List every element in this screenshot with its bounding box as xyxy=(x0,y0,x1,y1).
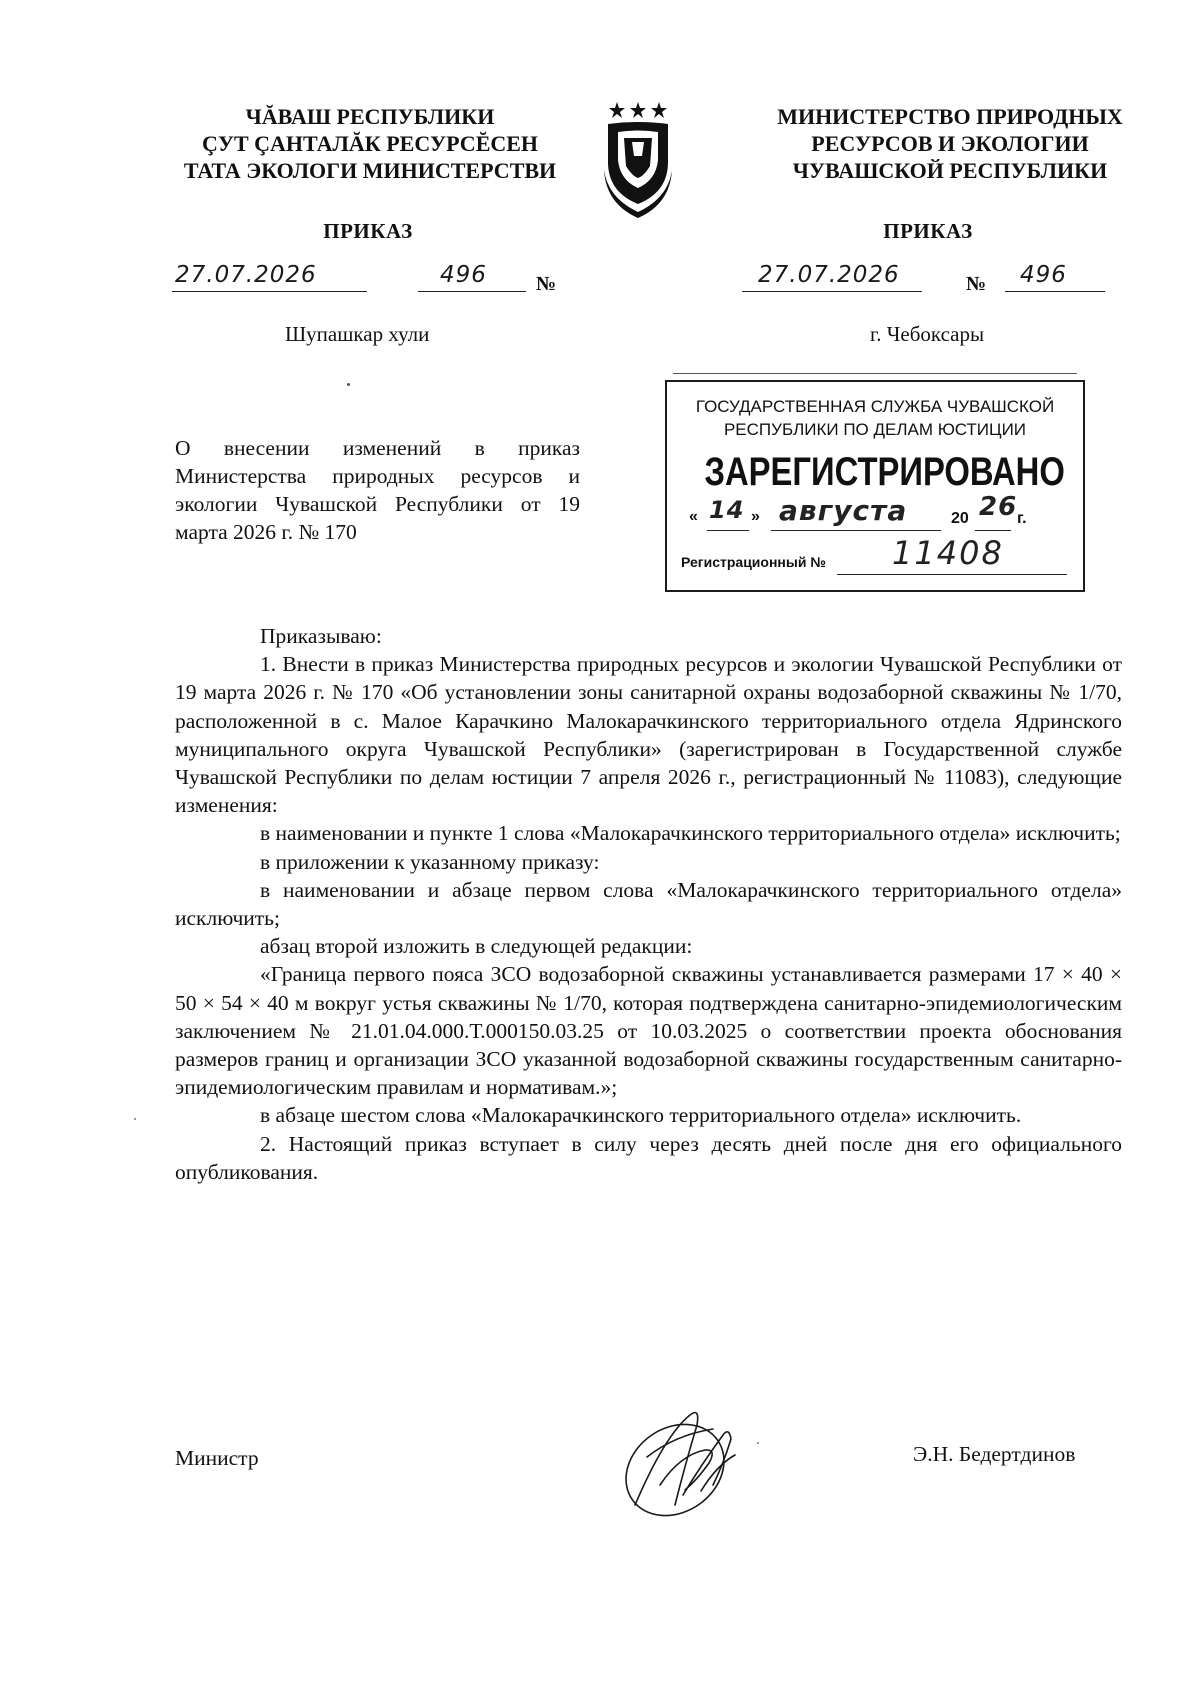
body-paragraph: 2. Настоящий приказ вступает в силу через десять дней после дня его официального опубликования. xyxy=(175,1131,1122,1184)
scan-speck xyxy=(134,1118,136,1120)
order-date-left: 27.07.2026 xyxy=(175,262,317,288)
order-number-right: 496 xyxy=(1020,262,1067,288)
order-body xyxy=(175,622,1122,1186)
order-heading-chuvash: ПРИКАЗ xyxy=(323,219,413,243)
stamp-year-unit: г. xyxy=(1017,510,1027,527)
stamp-day-underline xyxy=(707,530,749,531)
stamp-day: 14 xyxy=(709,496,745,524)
body-paragraph: «Граница первого пояса ЗСО водозаборной скважины устанавливается размерами 17 × 40 × 50 × 54 × 40 м вокруг устья скважины № 1/70, которая подтверждена санитарно-эпидемиологическим заключением № 21.01.04.000.Т.000150.03.25 от 10.03.2025 о соответствии проекта обоснования размеров границ и организации ЗСО указанной водозаборной скважины государственным санитарно-эпидемиологическим правилам и нормативам.»; xyxy=(175,962,1122,1100)
stamp-year-underline xyxy=(975,530,1011,531)
order-date-right: 27.07.2026 xyxy=(758,262,900,288)
header-russian-title xyxy=(740,103,1160,184)
stamp-quote-open: « xyxy=(689,508,698,525)
scan-speck xyxy=(757,1442,759,1444)
place-russian: г. Чебоксары xyxy=(870,322,985,346)
number-sign-left: № xyxy=(536,273,557,295)
body-paragraph-intro: Приказываю: xyxy=(260,624,382,648)
stamp-month-underline xyxy=(771,530,941,531)
header-right-line: МИНИСТЕРСТВО ПРИРОДНЫХ xyxy=(777,104,1123,129)
number-sign-right: № xyxy=(966,273,987,295)
date-underline-right xyxy=(742,291,922,292)
stamp-month: августа xyxy=(779,494,908,527)
signatory-title: Министр xyxy=(175,1446,259,1470)
signatory-name: Э.Н. Бедертдинов xyxy=(913,1442,1076,1466)
registration-stamp xyxy=(665,380,1085,592)
stamp-quote-close: » xyxy=(751,508,760,525)
header-left-line: ÇУТ ÇАНТАЛĂК РЕСУРСĔСЕН xyxy=(201,131,539,156)
stamp-reg-label: Регистрационный № xyxy=(681,554,826,570)
order-number-left: 496 xyxy=(440,262,487,288)
stamp-authority-line1: ГОСУДАРСТВЕННАЯ СЛУЖБА ЧУВАШСКОЙ xyxy=(695,397,1055,416)
body-paragraph: в абзаце шестом слова «Малокарачкинского территориального отдела» исключить. xyxy=(260,1103,1022,1128)
stamp-year-suffix: 26 xyxy=(979,492,1018,522)
emblem-stars xyxy=(609,102,667,118)
order-subject: О внесении изменений в приказ Министерства природных ресурсов и экологии Чувашской Республики от 19 марта 2026 г. № 170 xyxy=(175,436,580,544)
body-paragraph: в приложении к указанному приказу: xyxy=(260,849,600,874)
header-left-line: ЧĂВАШ РЕСПУБЛИКИ xyxy=(245,104,495,129)
body-paragraph: абзац второй изложить в следующей редакции: xyxy=(260,934,693,959)
body-paragraph: в наименовании и абзаце первом слова «Малокарачкинского территориального отдела» исключить; xyxy=(175,877,1122,931)
header-chuvash-title xyxy=(170,103,570,184)
handwritten-signature xyxy=(605,1395,755,1535)
place-chuvash: Шупашкар хули xyxy=(285,322,430,346)
chuvash-emblem-icon xyxy=(598,100,678,220)
number-underline-right xyxy=(1005,291,1105,292)
header-right-line: ЧУВАШСКОЙ РЕСПУБЛИКИ xyxy=(792,158,1108,183)
header-left-line: ТАТА ЭКОЛОГИ МИНИСТЕРСТВИ xyxy=(183,158,557,183)
body-paragraph: в наименовании и пункте 1 слова «Малокарачкинского территориального отдела» исключить; xyxy=(260,821,1121,846)
stamp-status: ЗАРЕГИСТРИРОВАНО xyxy=(704,450,1065,494)
date-underline-left xyxy=(172,291,367,292)
stamp-reg-underline xyxy=(837,574,1067,575)
body-paragraph: 1. Внести в приказ Министерства природных ресурсов и экологии Чувашской Республики от 19 марта 2026 г. № 170 «Об установлении зоны санитарной охраны водозаборной скважины № 1/70, расположенной в с. Малое Карачкино Малокарачкинского территориального отдела Ядринского муниципального округа Чувашской Республики» (зарегистрирован в Государственной службе Чувашской Республики по делам юстиции 7 апреля 2026 г., регистрационный № 11083), следующие изменения: xyxy=(175,652,1122,818)
stamp-reg-number: 11408 xyxy=(892,534,1004,572)
header-right-line: РЕСУРСОВ И ЭКОЛОГИИ xyxy=(811,131,1089,156)
number-underline-left xyxy=(418,291,526,292)
order-heading-russian: ПРИКАЗ xyxy=(883,219,973,243)
scan-speck xyxy=(347,383,350,386)
stamp-date-row xyxy=(689,492,1069,536)
stamp-year-prefix: 20 xyxy=(951,510,969,527)
stamp-authority-line2: РЕСПУБЛИКИ ПО ДЕЛАМ ЮСТИЦИИ xyxy=(723,420,1027,439)
